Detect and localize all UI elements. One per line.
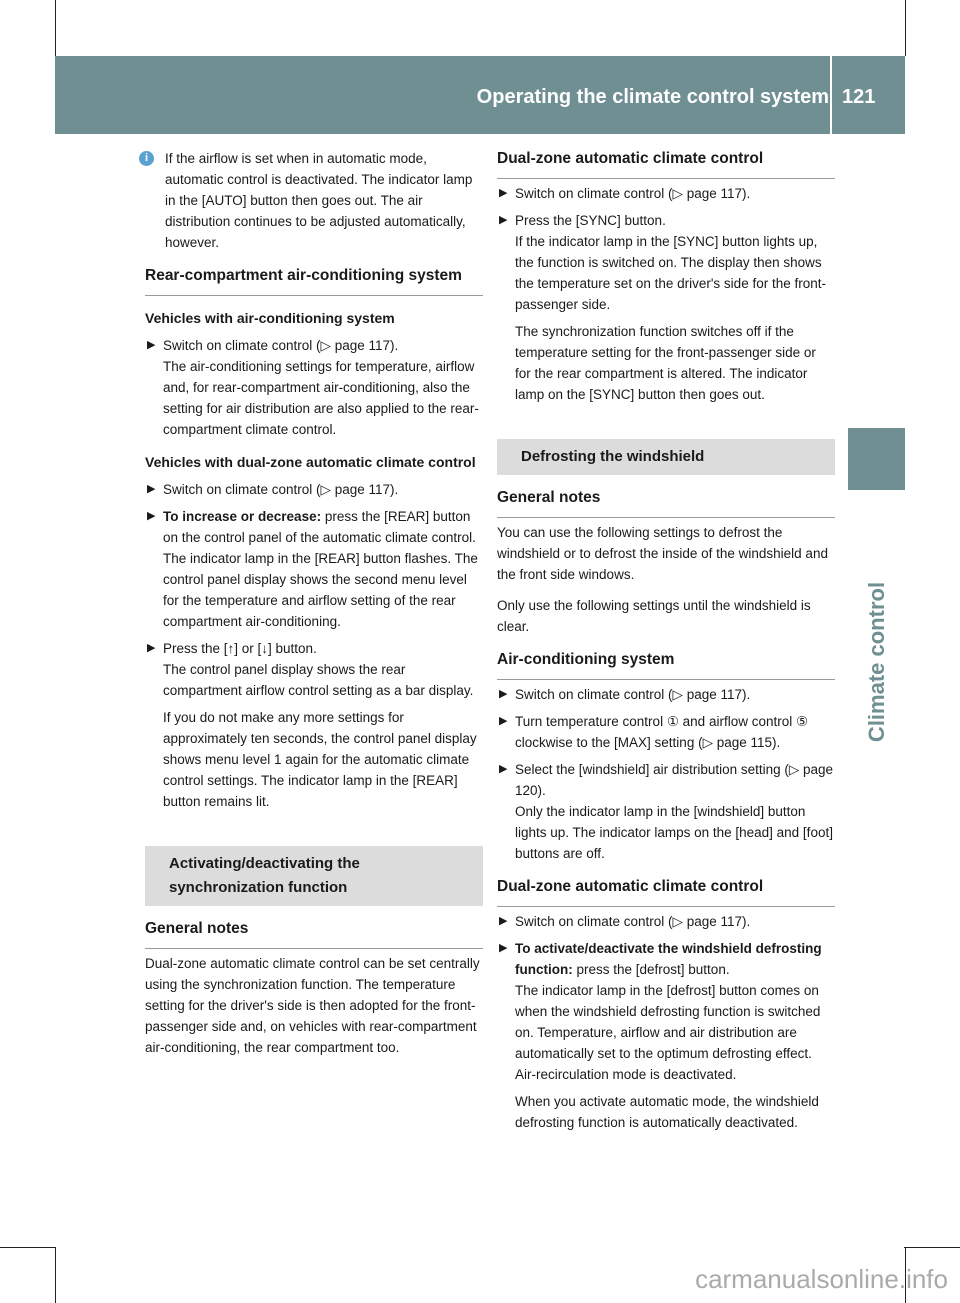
step-text: Switch on climate control (▷ page 117). (515, 186, 751, 201)
arrow-icon: ▶ (499, 763, 508, 775)
arrow-icon: ▶ (499, 915, 508, 927)
left-column (145, 148, 483, 1068)
side-tab-label: Climate control (864, 581, 889, 743)
crop-mark (904, 1247, 960, 1248)
step-bold: To activate/deactivate the windshield defrosting function: (515, 941, 822, 977)
heading-ac-system: Air-conditioning system (497, 649, 835, 680)
section-heading-defrost: Defrosting the windshield (497, 439, 835, 475)
step-text: Switch on climate control (▷ page 117). (163, 338, 399, 353)
heading-dual-zone-2: Dual-zone automatic climate control (497, 876, 835, 907)
step-note: Only the indicator lamp in the [windshield] button lights up. The indicator lamps on the [head] and [foot] buttons are off. (515, 804, 833, 861)
section-heading-sync: Activating/deactivating the synchronization function (145, 846, 483, 906)
step-text: Select the [windshield] air distribution setting (▷ page 120). (515, 762, 834, 798)
step (497, 210, 835, 405)
arrow-icon: ▶ (147, 642, 156, 654)
page-number: 121 (842, 86, 876, 108)
arrow-icon: ▶ (499, 715, 508, 727)
step (497, 911, 835, 932)
step-note: The synchronization function switches off if the temperature setting for the front-passenger side or for the rear compartment is altered. The indicator lamp on the [SYNC] button then goes out. (515, 324, 816, 402)
general-text: You can use the following settings to defrost the windshield or to defrost the inside of the windshield and the front side windows. (497, 525, 828, 582)
step (497, 711, 835, 753)
step-note: If the indicator lamp in the [SYNC] button lights up, the function is switched on. The display then shows the temperature set on the driver's side for the front-passenger side. (515, 234, 826, 312)
step-note: The indicator lamp in the [defrost] button comes on when the windshield defrosting function is switched on. Temperature, airflow and air distribution are automatically set to the optimum defrosting effect. Air-recirculation mode is deactivated. (515, 983, 821, 1082)
arrow-icon: ▶ (147, 483, 156, 495)
step (497, 938, 835, 1133)
subheading-vehicles-dual: Vehicles with dual-zone automatic climate control (145, 454, 476, 470)
step (497, 759, 835, 864)
step-text: press the [REAR] button on the control panel of the automatic climate control. (163, 509, 476, 545)
general-text: Dual-zone automatic climate control can be set centrally using the synchronization function. The temperature setting for the driver's side is then adopted for the front-passenger side and, on vehicles with rear-compartment air-conditioning, the rear compartment too. (145, 956, 480, 1055)
crop-mark (0, 1247, 56, 1248)
info-note (145, 148, 483, 253)
crop-mark (55, 1247, 56, 1303)
watermark: carmanualsonline.info (695, 1264, 948, 1294)
step-note: The indicator lamp in the [REAR] button flashes. The control panel display shows the second menu level for the temperature and airflow setting of the rear compartment air-conditioning. (163, 551, 478, 629)
step-note: If you do not make any more settings for approximately ten seconds, the control panel display shows menu level 1 again for the automatic climate control settings. The indicator lamp in the [REAR] button remains lit. (163, 710, 477, 809)
arrow-icon: ▶ (499, 688, 508, 700)
step-text: Switch on climate control (▷ page 117). (515, 687, 751, 702)
step-text: Switch on climate control (▷ page 117). (163, 482, 399, 497)
step-text: Switch on climate control (▷ page 117). (515, 914, 751, 929)
heading-rear-compartment: Rear-compartment air-conditioning system (145, 265, 483, 296)
step-bold: To increase or decrease: (163, 509, 322, 524)
heading-general-notes: General notes (497, 487, 835, 518)
step-text: Turn temperature control ① and airflow control ⑤ clockwise to the [MAX] setting (▷ page 115). (515, 714, 809, 750)
step (145, 506, 483, 632)
heading-dual-zone: Dual-zone automatic climate control (497, 148, 835, 179)
arrow-icon: ▶ (499, 187, 508, 199)
side-tab (848, 428, 905, 490)
general-text: Only use the following settings until the windshield is clear. (497, 598, 811, 634)
arrow-icon: ▶ (147, 339, 156, 351)
header-separator (830, 56, 832, 134)
step (497, 183, 835, 204)
heading-general-notes: General notes (145, 918, 483, 949)
right-column (497, 148, 835, 1139)
step-text: Press the [↑] or [↓] button. (163, 641, 317, 656)
arrow-icon: ▶ (147, 510, 156, 522)
crop-mark (905, 0, 906, 56)
arrow-icon: ▶ (499, 942, 508, 954)
subheading-vehicles-ac: Vehicles with air-conditioning system (145, 310, 395, 326)
step (145, 479, 483, 500)
step-text: press the [defrost] button. (572, 962, 730, 977)
info-icon: i (139, 151, 154, 166)
step (145, 638, 483, 812)
page-title: Operating the climate control system (476, 86, 829, 108)
arrow-icon: ▶ (499, 214, 508, 226)
step-text: Press the [SYNC] button. (515, 213, 666, 228)
crop-mark (55, 0, 56, 56)
step-note: The air-conditioning settings for temperature, airflow and, for rear-compartment air-conditioning, also the setting for air distribution are also applied to the rear-compartment climate control. (163, 359, 479, 437)
step-note: The control panel display shows the rear compartment airflow control setting as a bar display. (163, 662, 474, 698)
step (145, 335, 483, 440)
step (497, 684, 835, 705)
step-note: When you activate automatic mode, the windshield defrosting function is automatically deactivated. (515, 1094, 819, 1130)
info-text: If the airflow is set when in automatic mode, automatic control is deactivated. The indicator lamp in the [AUTO] button then goes out. The air distribution continues to be adjusted automatically, however. (165, 151, 473, 250)
